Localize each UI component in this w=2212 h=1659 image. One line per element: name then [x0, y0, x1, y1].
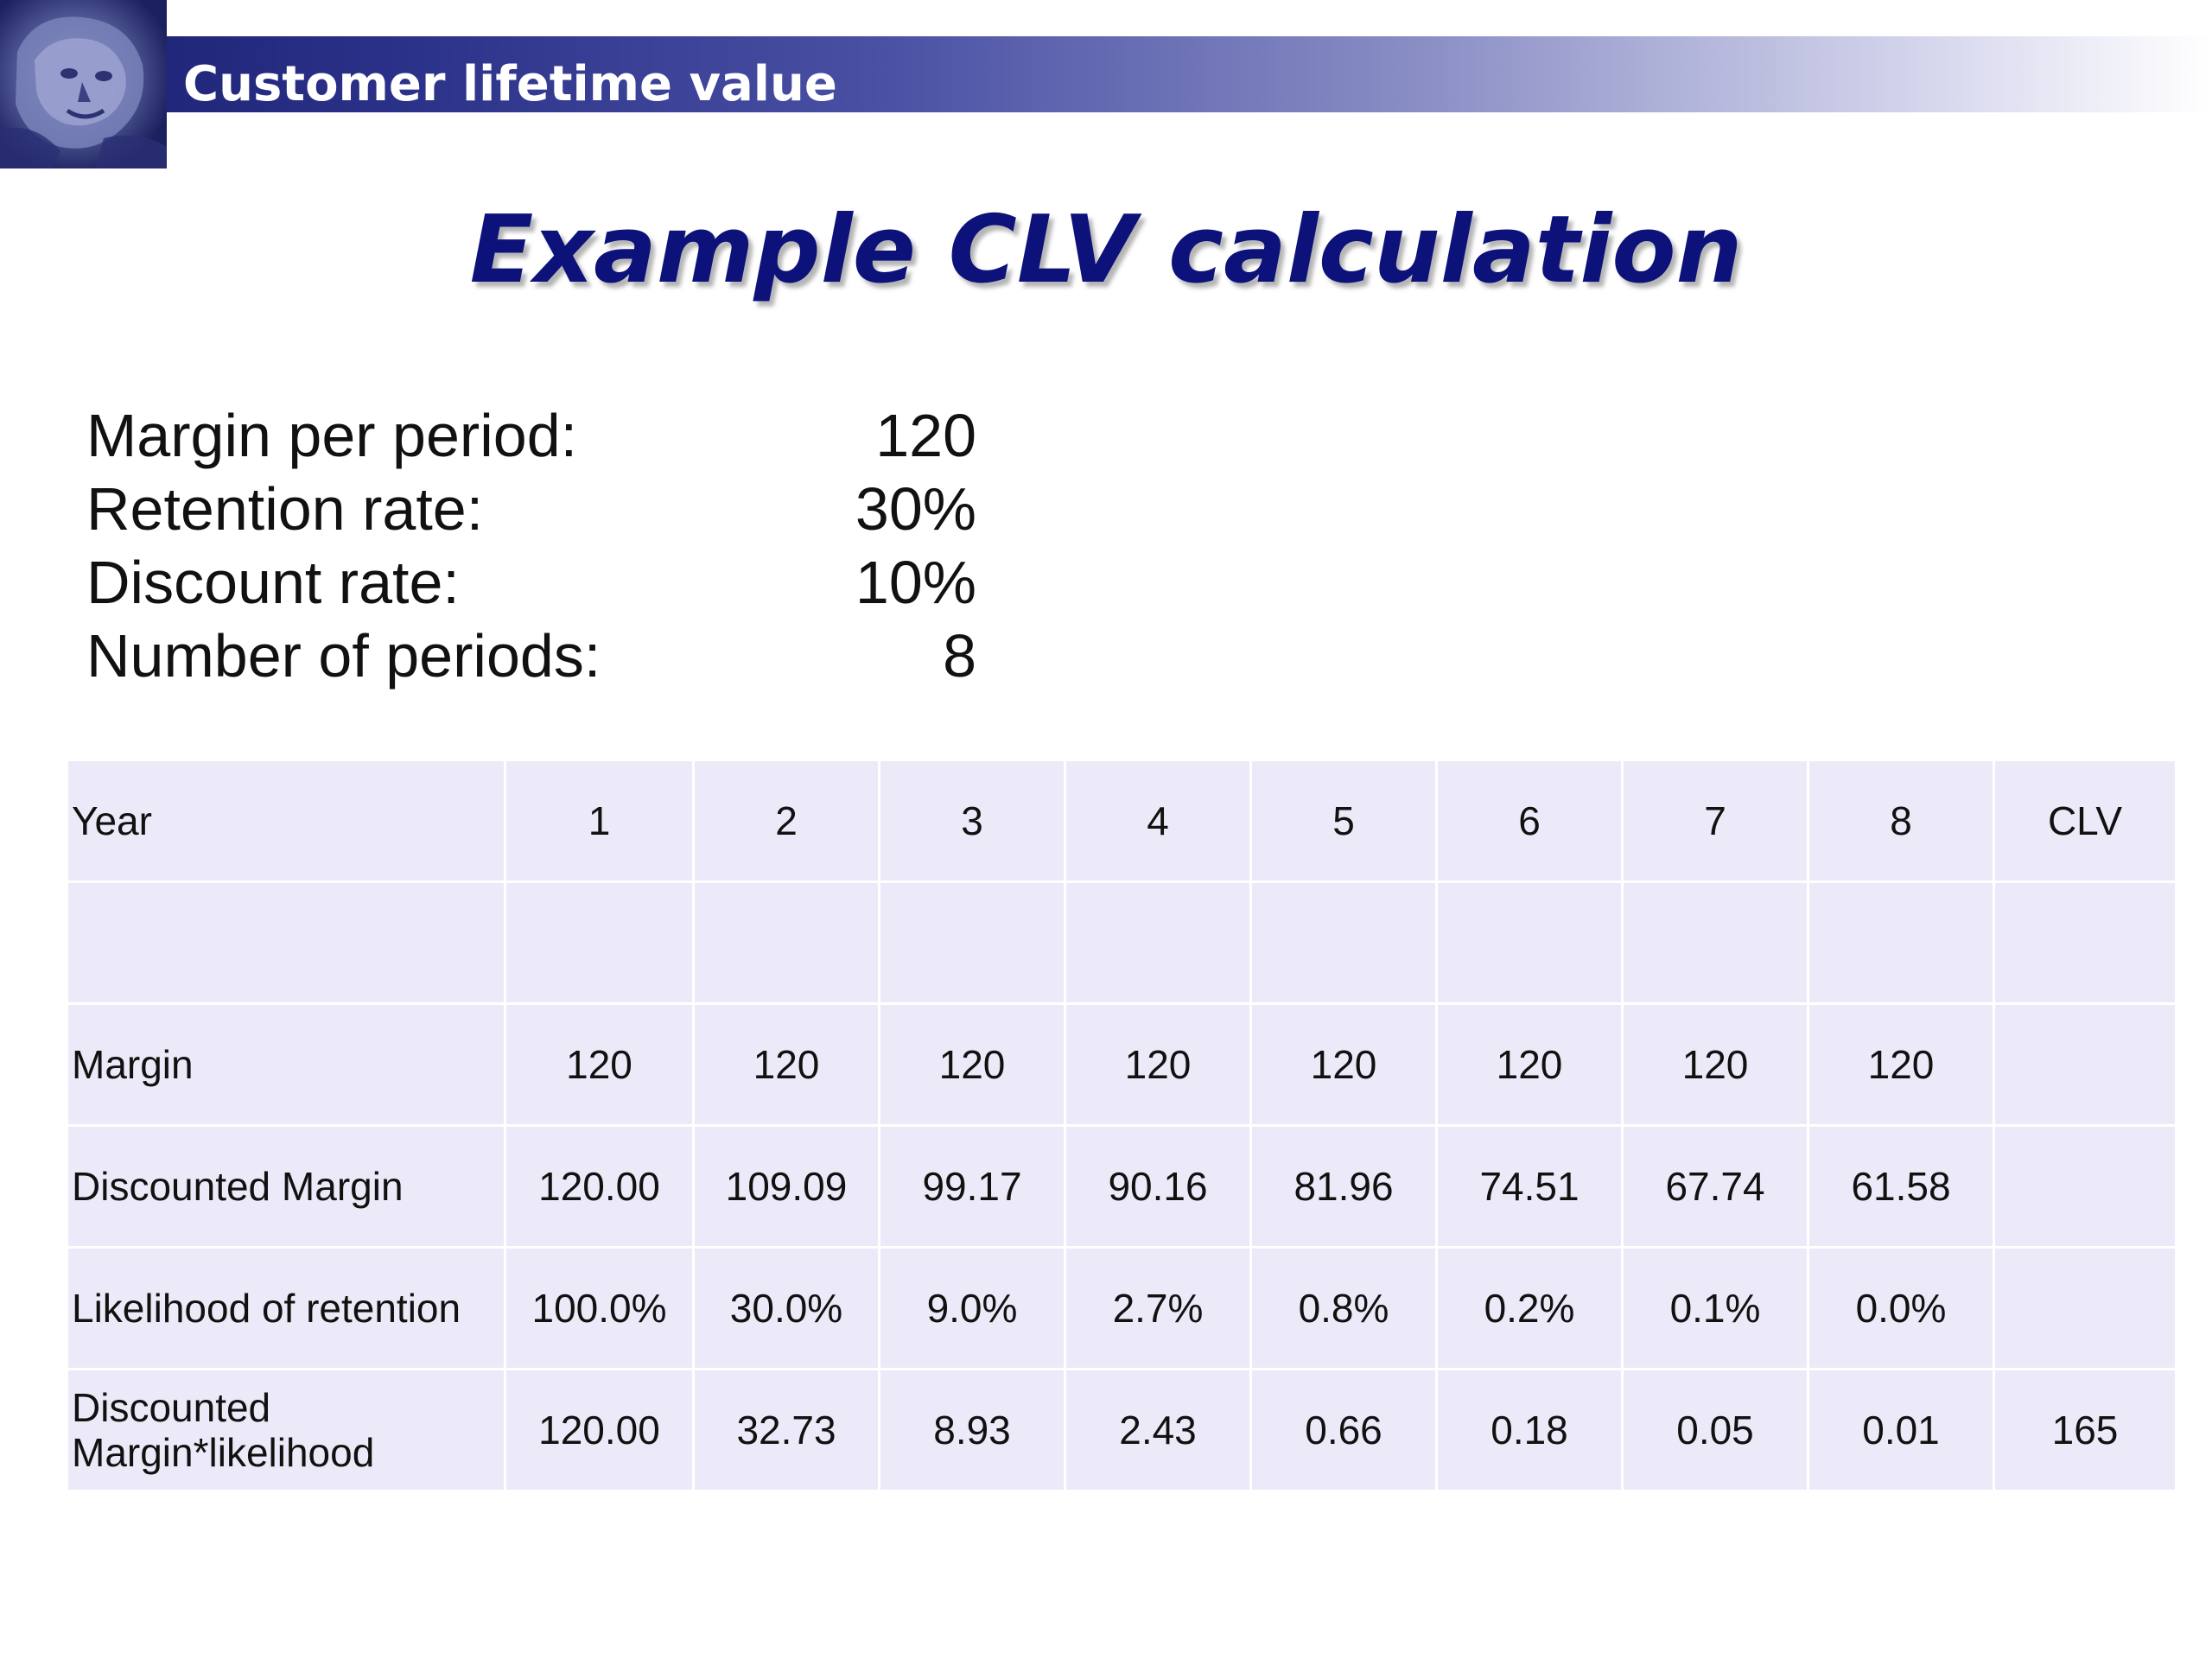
table-cell: 120: [1065, 1004, 1251, 1126]
table-cell: 9.0%: [880, 1248, 1065, 1370]
table-cell: 120: [1623, 1004, 1808, 1126]
table-header-cell: 8: [1808, 760, 1994, 882]
table-header-cell: Year: [67, 760, 505, 882]
table-row-label: Likelihood of retention: [67, 1248, 505, 1370]
lion-logo-icon: [0, 0, 167, 168]
param-discount-rate: [86, 546, 976, 620]
table-cell: 0.01: [1808, 1370, 1994, 1491]
table-cell: [1065, 882, 1251, 1004]
table-row: [67, 1370, 2177, 1491]
table-cell: 120: [880, 1004, 1065, 1126]
table-cell: [1994, 882, 2177, 1004]
param-value: 120: [875, 402, 976, 469]
param-retention-rate: [86, 473, 976, 546]
table-cell: 120: [1251, 1004, 1437, 1126]
clv-total-cell: 165: [1994, 1370, 2177, 1491]
table-cell: 0.8%: [1251, 1248, 1437, 1370]
table-cell: [1994, 1004, 2177, 1126]
table-cell: [67, 882, 505, 1004]
table-cell: 90.16: [1065, 1126, 1251, 1248]
table-cell: 0.2%: [1437, 1248, 1623, 1370]
parameters-list: [86, 399, 976, 693]
table-cell: [1623, 882, 1808, 1004]
param-value: 30%: [855, 475, 976, 543]
table-header-cell: 4: [1065, 760, 1251, 882]
table-cell: [880, 882, 1065, 1004]
param-number-of-periods: [86, 620, 976, 693]
table-cell: 120: [505, 1004, 694, 1126]
table-cell: 81.96: [1251, 1126, 1437, 1248]
table-header-row: [67, 760, 2177, 882]
table-header-cell: 3: [880, 760, 1065, 882]
table-cell: [505, 882, 694, 1004]
clv-table: [66, 759, 2177, 1492]
table-cell: [1251, 882, 1437, 1004]
table-cell: [694, 882, 880, 1004]
table-cell: 8.93: [880, 1370, 1065, 1491]
table-header-cell: 5: [1251, 760, 1437, 882]
table-cell: 74.51: [1437, 1126, 1623, 1248]
table-header-cell: CLV: [1994, 760, 2177, 882]
table-row: [67, 882, 2177, 1004]
table-cell: [1437, 882, 1623, 1004]
param-label: Number of periods:: [86, 622, 601, 690]
table-header-cell: 6: [1437, 760, 1623, 882]
table-cell: [1994, 1126, 2177, 1248]
table-cell: 2.7%: [1065, 1248, 1251, 1370]
table-cell: 61.58: [1808, 1126, 1994, 1248]
table-cell: [1994, 1248, 2177, 1370]
table-cell: 0.18: [1437, 1370, 1623, 1491]
table-cell: [1808, 882, 1994, 1004]
table-cell: 30.0%: [694, 1248, 880, 1370]
table-header-cell: 2: [694, 760, 880, 882]
table-cell: 120: [1437, 1004, 1623, 1126]
table-cell: 120.00: [505, 1126, 694, 1248]
table-cell: 0.1%: [1623, 1248, 1808, 1370]
param-label: Retention rate:: [86, 475, 484, 543]
param-label: Discount rate:: [86, 549, 460, 616]
table-row-label: Discounted Margin*likelihood: [67, 1370, 505, 1491]
param-value: 8: [943, 622, 976, 690]
table-cell: 109.09: [694, 1126, 880, 1248]
table-cell: 99.17: [880, 1126, 1065, 1248]
param-margin-per-period: [86, 399, 976, 473]
table-header-cell: 7: [1623, 760, 1808, 882]
table-row-label: Margin: [67, 1004, 505, 1126]
table-cell: 120: [1808, 1004, 1994, 1126]
table-row: [67, 1248, 2177, 1370]
table-cell: 2.43: [1065, 1370, 1251, 1491]
table-cell: 0.05: [1623, 1370, 1808, 1491]
table-cell: 100.0%: [505, 1248, 694, 1370]
table-cell: 0.66: [1251, 1370, 1437, 1491]
table-row-label: Discounted Margin: [67, 1126, 505, 1248]
table-cell: 67.74: [1623, 1126, 1808, 1248]
table-cell: 0.0%: [1808, 1248, 1994, 1370]
page-title: Example CLV calculation: [469, 196, 1743, 304]
param-label: Margin per period:: [86, 402, 578, 469]
table-row: [67, 1004, 2177, 1126]
table-cell: 120: [694, 1004, 880, 1126]
table-cell: 32.73: [694, 1370, 880, 1491]
param-value: 10%: [855, 549, 976, 616]
header-title: Customer lifetime value: [183, 56, 837, 112]
table-cell: 120.00: [505, 1370, 694, 1491]
table-header-cell: 1: [505, 760, 694, 882]
table-row: [67, 1126, 2177, 1248]
